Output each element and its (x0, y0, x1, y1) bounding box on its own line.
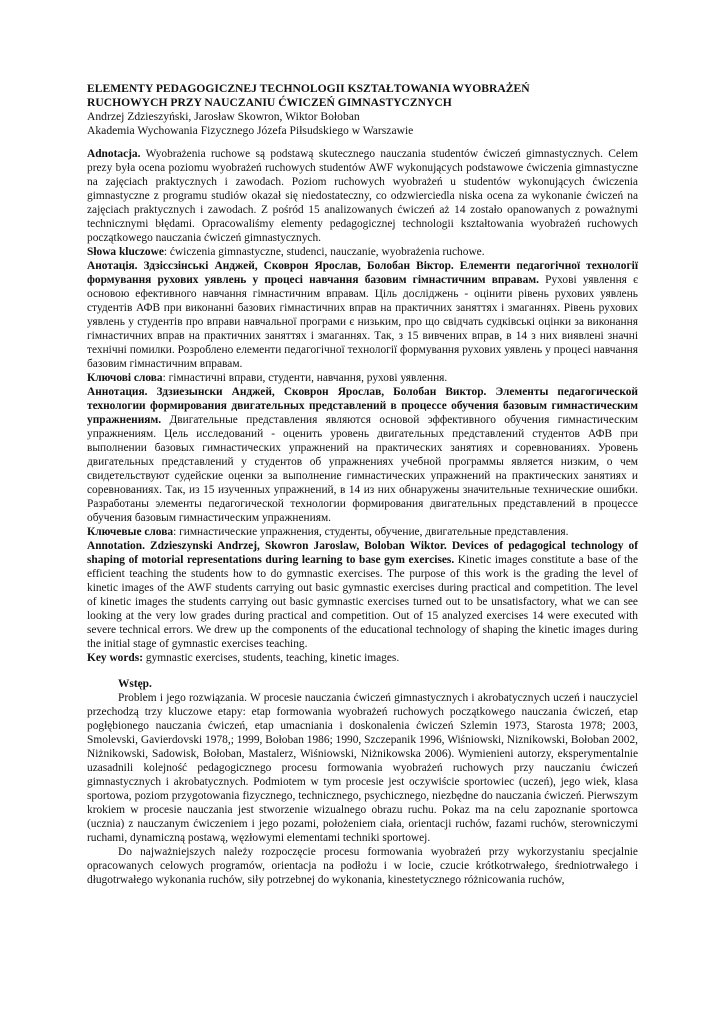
abstract-polish-label: Adnotacja. (87, 148, 141, 160)
section-heading: Wstęp. (118, 678, 152, 690)
keywords-english (87, 651, 638, 665)
keywords-polish (87, 245, 638, 259)
keywords-russian (87, 525, 638, 539)
abstract-russian (87, 385, 638, 525)
abstract-ukrainian-label: Анотація. Здзіссзінські Анджей, Сковрон Ярослав, Болобан Віктор. Елементи педагогічної технології формування рухових уявлень у процесі навчання базовим гімнастичним вправам. (87, 260, 638, 286)
keywords-english-text: gymnastic exercises, students, teaching, kinetic images. (143, 652, 400, 664)
keywords-english-label: Key words: (87, 652, 143, 664)
abstract-ukrainian (87, 259, 638, 371)
keywords-russian-label: Ключевые слова (87, 526, 174, 538)
intro-paragraph-1: Problem i jego rozwiązania. W procesie nauczania ćwiczeń gimnastycznych i akrobatycznych uczeń i nauczyciel przechodzą trzy kluczowe etapy: etap formowania wyobrażeń ruchowych początkowego nauczania ćwiczeń, etap pogłębionego nauczania ćwiczeń, etap umacniania i doskonalenia ćwiczeń Szlemin 1973, Starosta 1978; 2003, Smolevski, Gavierdovski 1978,; 1999, Bołoban 1986; 1990, Szczepanik 1996, Wiśniowski, Niznikowski, Bołoban 2002, Niżnikowski, Sadowisk, Bołoban, Mastalerz, Wiśniowski, Niżnikowska 2006). Wymienieni autorzy, eksperymentalnie uzasadnili kolejność pedagogicznego procesu formowania wyobrażeń ruchowych przy nauczaniu ćwiczeń gimnastycznych i akrobatycznych. Podmiotem w tym procesie jest oczywiście sportowiec (uczeń), jego wiek, klasa sportowa, poziom przygotowania fizycznego, technicznego, psychicznego, niezbędne do nauczania ćwiczeń. Pierwszym krokiem w procesie nauczania jest stworzenie wizualnego obrazu ruchu. Pokaz ma na celu zapoznanie sportowca (ucznia) z nauczanym ćwiczeniem i jego pozami, położeniem ciała, orientacji ruchów, fazami ruchów, sterowniczymi ruchami, dynamiczną postawą, węzłowymi elementami techniki sportowej. (87, 692, 638, 844)
paper-header (87, 82, 638, 138)
keywords-russian-text: : гимнастические упражнения, студенты, обучение, двигательные представления. (173, 526, 569, 538)
paper-affiliation: Akademia Wychowania Fizycznego Józefa Piłsudskiego w Warszawie (87, 124, 414, 137)
paper-title-line-1: ELEMENTY PEDAGOGICZNEJ TECHNOLOGII KSZTAŁTOWANIA WYOBRAŻEŃ (87, 82, 530, 95)
paper-title-line-2: RUCHOWYCH PRZY NAUCZANIU ĆWICZEŃ GIMNASTYCZNYCH (87, 96, 452, 109)
paper-authors: Andrzej Zdzieszyński, Jarosław Skowron, Wiktor Bołoban (87, 110, 360, 123)
keywords-ukrainian-label: Ключові слова (87, 372, 163, 384)
abstract-polish (87, 147, 638, 245)
keywords-polish-text: : ćwiczenia gimnastyczne, studenci, nauczanie, wyobrażenia ruchowe. (163, 246, 485, 258)
keywords-polish-label: Słowa kluczowe (87, 246, 164, 258)
abstract-english-label: Annotation. Zdzieszynski Andrzej, Skowron Jaroslaw, Boloban Wiktor. Devices of pedagogical technology of shaping of motorial representations during learning to base gym exercises. (87, 540, 638, 566)
keywords-ukrainian (87, 371, 638, 385)
introduction-section (87, 677, 638, 887)
abstracts (87, 147, 638, 665)
abstract-russian-text: Двигательные представления являются основой эффективного обучения гимнастическим упражнениям. Цель исследований - оценить уровень двигательных представлений студентов АФВ при выполнении базовых гимнастических упражнений на практических занятиях и соревнованиях. Уровень двигательных представлений у студентов об упражнениях учебной программы является низким, о чем свидетельствуют судейские оценки за выполнение гимнастических упражнений на практических занятиях и соревнованиях. Так, из 15 изученных упражнений, в 14 из них обнаружены значительные технические ошибки. Разработаны элементы педагогической технологии формирования двигательных представлений в процессе обучения базовым гимнастическим упражнениям. (87, 414, 638, 524)
abstract-russian-label: Аннотация. Здзиезынски Анджей, Сковрон Ярослав, Болобан Виктор. Элементы педагогической технологии формирования двигательных представлений в процессе обучения базовым гимнастическим упражнениям. (87, 386, 638, 426)
abstract-ukrainian-text: Рухові уявлення є основою ефективного навчання гімнастичним вправам. Ціль досліджень - оцінити рівень рухових уявлень студентів АФВ при виконанні базових гімнастичних вправ на практичних заняттях і змаганнях. Рівень рухових уявлень у студентів про вправи навчальної програми є низьким, про що свідчать судківські оцінки за виконання гімнастичних вправ на практичних заняттях і змаганнях. Так, з 15 вивчених вправ, в 14 з них виявлені значні технічні помилки. Розроблено елементи педагогічної технології формування рухових уявлень у процесі навчання базовим гімнастичним вправам. (87, 274, 638, 370)
intro-paragraph-2: Do najważniejszych należy rozpoczęcie procesu formowania wyobrażeń przy wykorzystaniu specjalnie opracowanych celowych programów, orientacja na podłożu i w locie, czucie krótkotrwałego, średniotrwałego i długotrwałego wykonania ruchów, siły potrzebnej do wykonania, kinestetycznego różnicowania ruchów, (87, 846, 638, 886)
keywords-ukrainian-text: : гімнастичні вправи, студенти, навчання, рухові уявлення. (162, 372, 448, 384)
abstract-polish-text: Wyobrażenia ruchowe są podstawą skutecznego nauczania studentów ćwiczeń gimnastycznych. Celem prezy była ocena poziomu wyobrażeń ruchowych studentów AWF wykonujących podstawowe ćwiczenia gimnastyczne na zajęciach praktycznych i zawodach. Poziom ruchowych wyobrażeń u studentów wykonujących ćwiczenia gimnastyczne z programu studiów okazał się niedostateczny, co odzwierciedla niska ocena za wykonanie ćwiczeń na zajęciach praktycznych i zawodach. Z pośród 15 analizowanych ćwiczeń aż 14 zostało opanowanych z poważnymi technicznymi błędami. Opracowaliśmy elementy pedagogicznej technologii kształtowania wyobrażeń ruchowych początkowego nauczania ćwiczeń gimnastycznych. (87, 148, 638, 244)
abstract-english-text: Kinetic images constitute a base of the efficient teaching the students how to do gymnastic exercises. The purpose of this work is the grading the level of kinetic images of the AWF students carrying out basic gymnastic exercises during practical and competition. The level of kinetic images the students carrying out basic gymnastic exercises turned out to be unsatisfactory, what we can see looking at the very low grades during practical and competition. Out of 15 analyzed exercises 14 were executed with severe technical errors. We drew up the components of the educational technology of shaping the kinetic images during the initial stage of gymnastic exercises teaching. (87, 554, 638, 650)
abstract-english (87, 539, 638, 651)
